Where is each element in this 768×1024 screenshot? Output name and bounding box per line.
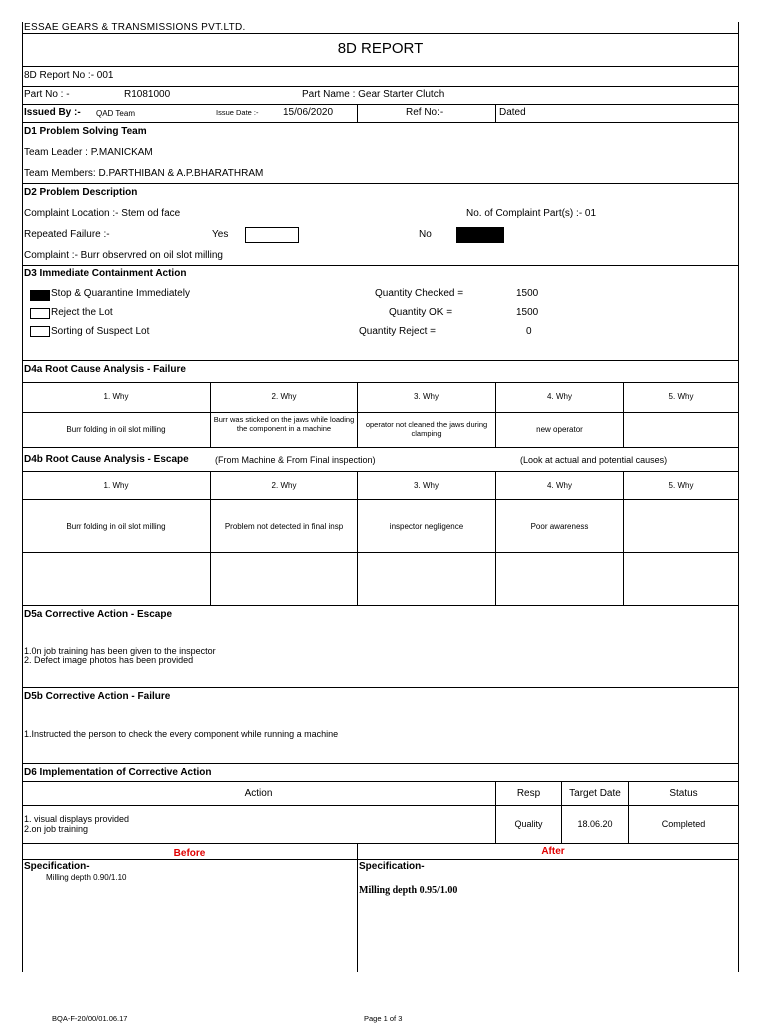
d4b-subheading: (From Machine & From Final inspection) [215, 455, 376, 465]
d4a-header-5: 5. Why [668, 392, 694, 401]
divider [495, 104, 496, 122]
after-label: After [541, 846, 565, 857]
footer-doc-code: BQA-F-20/00/01.06.17 [52, 1014, 128, 1023]
yes-checkbox [245, 227, 299, 243]
footer-page-number: Page 1 of 3 [364, 1014, 403, 1023]
before-spec-label: Specification- [24, 861, 90, 872]
complaint-text: Complaint :- Burr observred on oil slot milling [24, 250, 223, 261]
d1-heading: D1 Problem Solving Team [24, 126, 147, 137]
d6-col-resp: Resp [516, 788, 541, 799]
rule [22, 382, 739, 383]
rule [22, 265, 739, 266]
d5a-heading: D5a Corrective Action - Escape [24, 609, 173, 620]
divider [623, 471, 624, 605]
d6-action-1: 1. visual displays provided [24, 814, 130, 824]
divider [210, 471, 211, 605]
d4a-why-1: Burr folding in oil slot milling [66, 425, 166, 434]
after-spec-label: Specification- [359, 861, 425, 872]
divider [357, 471, 358, 605]
rule [22, 552, 739, 553]
team-members: Team Members: D.PARTHIBAN & A.P.BHARATHRAM [24, 168, 264, 179]
qty-checked-label: Quantity Checked = [375, 288, 464, 299]
d4b-header-3: 3. Why [414, 481, 439, 490]
d4a-why-3: operator not cleaned the jaws during clamping [365, 420, 488, 438]
rule [22, 843, 739, 844]
right-border [738, 22, 739, 972]
issue-date-value: 15/06/2020 [283, 107, 334, 118]
rule [22, 104, 739, 105]
rule [22, 360, 739, 361]
company-name: ESSAE GEARS & TRANSMISSIONS PVT.LTD. [24, 22, 246, 33]
qty-reject-label: Quantity Reject = [359, 326, 436, 337]
option-reject-lot: Reject the Lot [51, 307, 113, 318]
before-label: Before [173, 848, 206, 859]
rule [22, 499, 739, 500]
d6-col-action: Action [244, 788, 273, 799]
d6-col-target: Target Date [569, 788, 621, 799]
left-border [22, 22, 23, 972]
qty-ok-label: Quantity OK = [389, 307, 453, 318]
issued-by-value: QAD Team [96, 109, 135, 118]
rule [22, 781, 739, 782]
d4b-why-1: Burr folding in oil slot milling [66, 522, 166, 531]
complaint-count: No. of Complaint Part(s) :- 01 [466, 208, 597, 219]
rule [22, 471, 739, 472]
d6-action-2: 2.on job training [24, 824, 89, 834]
repeated-failure-label: Repeated Failure :- [24, 229, 110, 240]
ref-no: Ref No:- [406, 107, 444, 118]
rule [22, 605, 739, 606]
rule [22, 447, 739, 448]
before-spec-value: Milling depth 0.90/1.10 [46, 873, 127, 882]
d4a-heading: D4a Root Cause Analysis - Failure [24, 364, 186, 375]
dated: Dated [499, 107, 526, 118]
d4b-heading: D4b Root Cause Analysis - Escape [24, 454, 189, 465]
qty-ok-value: 1500 [516, 307, 539, 318]
divider [357, 843, 358, 972]
d6-resp: Quality [514, 819, 543, 829]
report-title: 8D REPORT [337, 40, 424, 57]
option-sorting-suspect: Sorting of Suspect Lot [51, 326, 150, 337]
d4a-why-2: Burr was sticked on the jaws while loading the component in a machine [213, 415, 355, 433]
d4b-note: (Look at actual and potential causes) [520, 455, 668, 465]
qty-reject-value: 0 [526, 326, 532, 337]
rule [22, 687, 739, 688]
d4b-header-4: 4. Why [547, 481, 572, 490]
divider [495, 471, 496, 605]
option-stop-quarantine: Stop & Quarantine Immediately [51, 288, 190, 299]
no-checkbox-filled [456, 227, 504, 243]
d5a-line-1: 1.0n job training has been given to the inspector [24, 646, 216, 656]
d4b-why-3: inspector negligence [389, 522, 464, 531]
d5a-line-2: 2. Defect image photos has been provided [24, 655, 194, 665]
d5b-heading: D5b Corrective Action - Failure [24, 691, 171, 702]
team-leader: Team Leader : P.MANICKAM [24, 147, 153, 158]
stop-quarantine-checkbox-filled [30, 290, 50, 301]
d4b-why-4: Poor awareness [530, 522, 589, 531]
rule [22, 66, 739, 67]
rule [22, 412, 739, 413]
d4a-why-4: new operator [536, 425, 583, 434]
complaint-location: Complaint Location :- Stem od face [24, 208, 181, 219]
after-spec-value: Milling depth 0.95/1.00 [359, 885, 458, 896]
yes-label: Yes [212, 229, 229, 240]
qty-checked-value: 1500 [516, 288, 539, 299]
rule [22, 805, 739, 806]
sorting-suspect-checkbox [30, 326, 50, 337]
d6-target-date: 18.06.20 [577, 819, 613, 829]
d4b-why-2: Problem not detected in final insp [224, 522, 344, 531]
d2-heading: D2 Problem Description [24, 187, 138, 198]
d6-heading: D6 Implementation of Corrective Action [24, 767, 212, 778]
d4a-header-2: 2. Why [271, 392, 297, 401]
d4a-header-4: 4. Why [547, 392, 572, 401]
part-name: Part Name : Gear Starter Clutch [302, 89, 445, 100]
part-no-value: R1081000 [124, 89, 171, 100]
d6-col-status: Status [669, 788, 698, 799]
d4b-header-5: 5. Why [668, 481, 694, 490]
d4a-header-1: 1. Why [103, 392, 129, 401]
d5b-line-1: 1.Instructed the person to check the every component while running a machine [24, 729, 339, 739]
issue-date-label: Issue Date :- [216, 108, 259, 117]
issued-by-label: Issued By :- [24, 107, 81, 118]
part-no-label: Part No : - [24, 89, 70, 100]
report-number: 8D Report No :- 001 [24, 70, 114, 81]
rule [22, 86, 739, 87]
d4b-header-1: 1. Why [103, 481, 129, 490]
rule [22, 763, 739, 764]
rule [22, 122, 739, 123]
d6-status: Completed [661, 819, 706, 829]
rule [22, 183, 739, 184]
reject-lot-checkbox [30, 308, 50, 319]
d3-heading: D3 Immediate Containment Action [24, 268, 187, 279]
d4b-header-2: 2. Why [271, 481, 297, 490]
d4a-header-3: 3. Why [414, 392, 439, 401]
no-label: No [419, 229, 432, 240]
divider [357, 104, 358, 122]
